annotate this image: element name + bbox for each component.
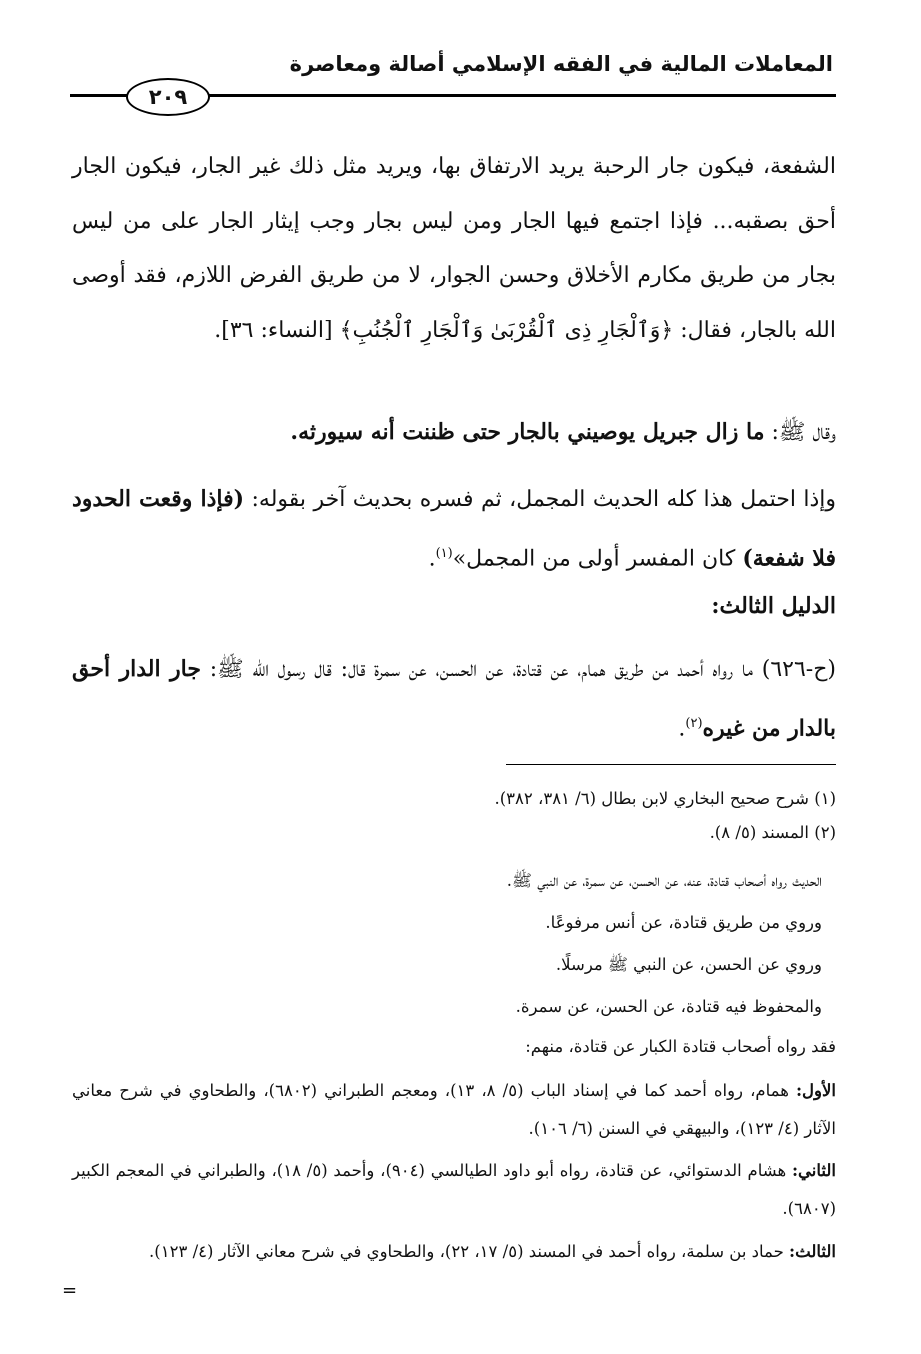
- paragraph-3-conclusion: كان المفسر أولى من المجمل»: [452, 546, 743, 572]
- footnote-line-5: فقد رواه أصحاب قتادة الكبار عن قتادة، منهم:: [525, 1037, 836, 1056]
- footnote-ref-2: (٢): [685, 716, 703, 731]
- narrator-second-text: هشام الدستوائي، عن قتادة، رواه أبو داود الطيالسي (٩٠٤)، وأحمد (٥/ ١٨)، والطبراني في المعجم الكبير (٦٨٠٧).: [72, 1161, 836, 1218]
- hadith-jar-al-dar: جار الدار أحق بالدار من غيره: [72, 656, 836, 742]
- footnote-narrator-first: [72, 1072, 836, 1148]
- footnote-line-1: الحديث رواه أصحاب قتادة، عنه، عن الحسن، عن سمرة، عن النبي ﷺ.: [506, 871, 822, 890]
- paragraph-3-intro: وإذا احتمل هذا كله الحديث المجمل، ثم فسره بحديث آخر بقوله:: [244, 487, 837, 512]
- body-paragraph-3: [72, 472, 836, 586]
- footnote-narrator-second: [72, 1152, 836, 1228]
- continuation-mark: =: [62, 1280, 78, 1301]
- paragraph-2-intro: وقال ﷺ:: [764, 420, 836, 445]
- footnote-separator: [506, 764, 836, 765]
- paragraph-3-end: .: [428, 546, 436, 572]
- footnote-narrator-third: [72, 1232, 836, 1272]
- narrator-second-label: الثاني:: [791, 1161, 836, 1180]
- body-paragraph-2: [72, 412, 836, 453]
- paragraph-4-intro: (ح-٦٢٦) ما رواه أحمد من طريق همام، عن قتادة، عن الحسن، عن سمرة قال: قال رسول الله ﷺ:: [200, 657, 836, 682]
- footnote-ref-1: (١): [435, 546, 453, 561]
- body-paragraph-1: الشفعة، فيكون جار الرحبة يريد الارتفاق بها، ويريد مثل ذلك غير الجار، فيكون الجار أحق بصقبه... فإذا اجتمع فيها الجار ومن ليس بجار وجب إيثار الجار على من ليس بجار من طريق مكارم الأخلاق وحسن الجوار، لا من طريق الفرض اللازم، فقد أوصى الله بالجار، فقال: ﴿وَٱلْجَارِ ذِى ٱلْقُرْبَىٰ وَٱلْجَارِ ٱلْجُنُبِ﴾ [النساء: ٣٦].: [72, 154, 836, 343]
- footnote-line-3: وروي عن الحسن، عن النبي ﷺ مرسلًا.: [555, 955, 822, 974]
- footnote-line-4: والمحفوظ فيه قتادة، عن الحسن، عن سمرة.: [515, 997, 822, 1016]
- narrator-third-label: الثالث:: [789, 1242, 836, 1261]
- narrator-third-text: حماد بن سلمة، رواه أحمد في المسند (٥/ ١٧، ٢٢)، والطحاوي في شرح معاني الآثار (٤/ ١٢٣).: [149, 1242, 790, 1261]
- section-heading: الدليل الثالث:: [711, 593, 836, 619]
- body-paragraph-4: [72, 642, 836, 756]
- footnote-line-2: وروي من طريق قتادة، عن أنس مرفوعًا.: [545, 913, 822, 932]
- narrator-first-label: الأول:: [795, 1081, 837, 1100]
- footnote-2: (٢) المسند (٥/ ٨).: [709, 823, 836, 842]
- footnote-1: (١) شرح صحيح البخاري لابن بطال (٦/ ٣٨١، ٣٨٢).: [494, 789, 836, 808]
- paragraph-4-end: .: [678, 716, 686, 742]
- hadith-jibril: ما زال جبريل يوصيني بالجار حتى ظننت أنه سيورثه.: [290, 419, 765, 445]
- page-number: ٢٠٩: [126, 78, 210, 116]
- hadith-hudud: (فإذا وقعت الحدود فلا شفعة): [72, 486, 836, 572]
- running-header-title: المعاملات المالية في الفقه الإسلامي أصالة ومعاصرة: [289, 52, 833, 76]
- narrator-first-text: همام، رواه أحمد كما في إسناد الباب (٥/ ٨، ١٣)، ومعجم الطبراني (٦٨٠٢)، والطحاوي في شرح معاني الآثار (٤/ ١٢٣)، والبيهقي في السنن (٦/ ١٠٦).: [72, 1081, 836, 1138]
